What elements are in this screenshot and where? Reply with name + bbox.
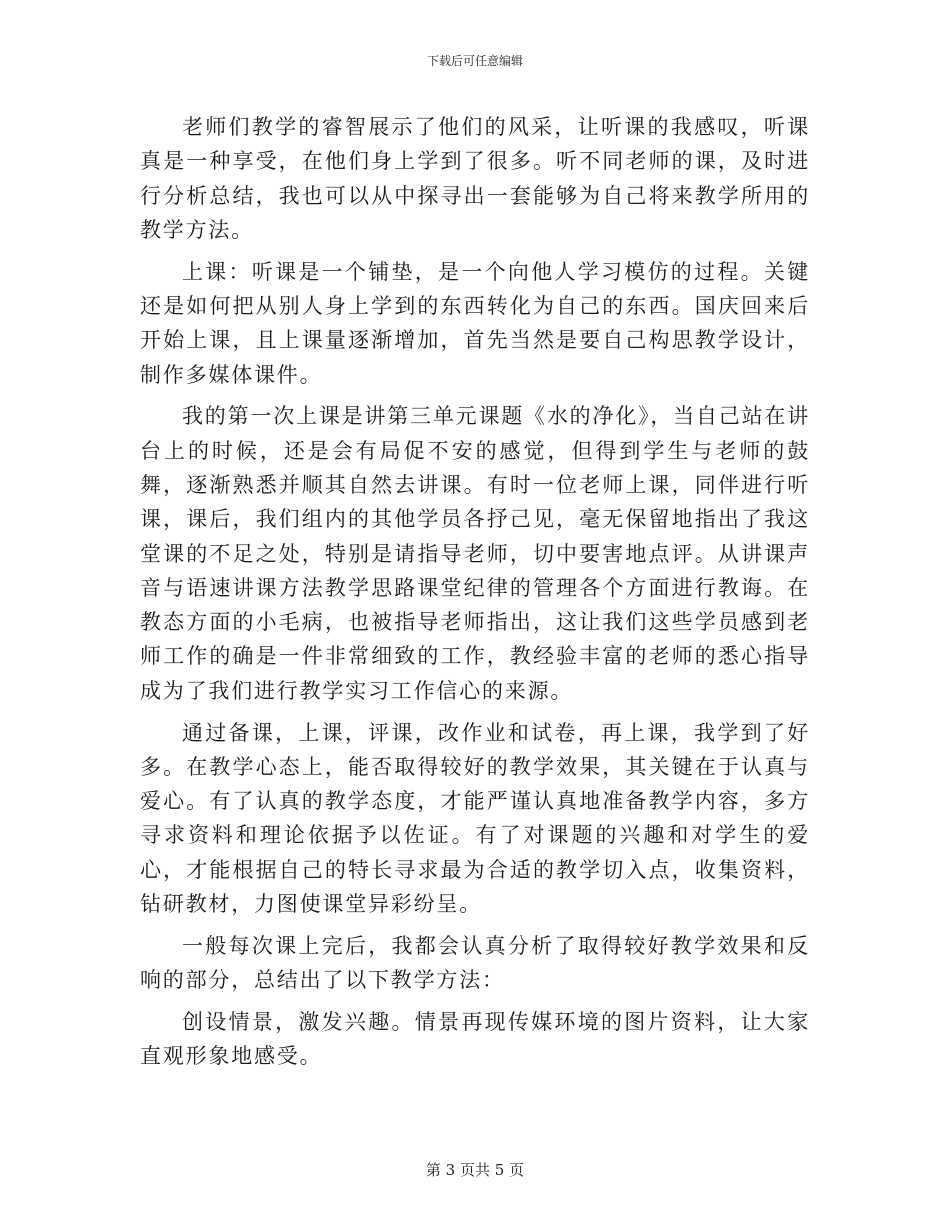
page-footer: 第 3 页共 5 页 — [425, 1161, 525, 1179]
paragraph: 创设情景，激发兴趣。情景再现传媒环境的图片资料，让大家直观形象地感受。 — [140, 1009, 810, 1069]
paragraph: 我的第一次上课是讲第三单元课题《水的净化》，当自己站在讲台上的时候，还是会有局促不安的感觉，但得到学生与老师的鼓舞，逐渐熟悉并顺其自然去讲课。有时一位老师上课，同伴进行听课，课后，我们组内的其他学员各抒己见，毫无保留地指出了我这堂课的不足之处，特别是请指导老师，切中要害地点评。从讲课声音与语速讲课方法教学思路课堂纪律的管理各个方面进行教诲。在教态方面的小毛病，也被指导老师指出，这让我们这些学员感到老师工作的确是一件非常细致的工作，教经验丰富的老师的悉心指导成为了我们进行教学实习工作信心的来源。 — [140, 404, 810, 703]
paragraph: 上课：听课是一个铺垫，是一个向他人学习模仿的过程。关键还是如何把从别人身上学到的东西转化为自己的东西。国庆回来后开始上课，且上课量逐渐增加，首先当然是要自己构思教学设计，制作多媒体课件。 — [140, 259, 810, 387]
paragraph: 通过备课，上课，评课，改作业和试卷，再上课，我学到了好多。在教学心态上，能否取得较好的教学效果，其关键在于认真与爱心。有了认真的教学态度，才能严谨认真地准备教学内容，多方寻求资料和理论依据予以佐证。有了对课题的兴趣和对学生的爱心，才能根据自己的特长寻求最为合适的教学切入点，收集资料，钻研教材，力图使课堂异彩纷呈。 — [140, 720, 810, 917]
paragraph: 一般每次课上完后，我都会认真分析了取得较好教学效果和反响的部分，总结出了以下教学方法： — [140, 933, 810, 993]
paragraph: 老师们教学的睿智展示了他们的风采，让听课的我感叹，听课真是一种享受，在他们身上学到了很多。听不同老师的课，及时进行分析总结，我也可以从中探寻出一套能够为自己将来教学所用的教学方法。 — [140, 115, 810, 242]
document-body — [140, 110, 810, 1081]
page-header: 下载后可任意编辑 — [426, 54, 523, 68]
